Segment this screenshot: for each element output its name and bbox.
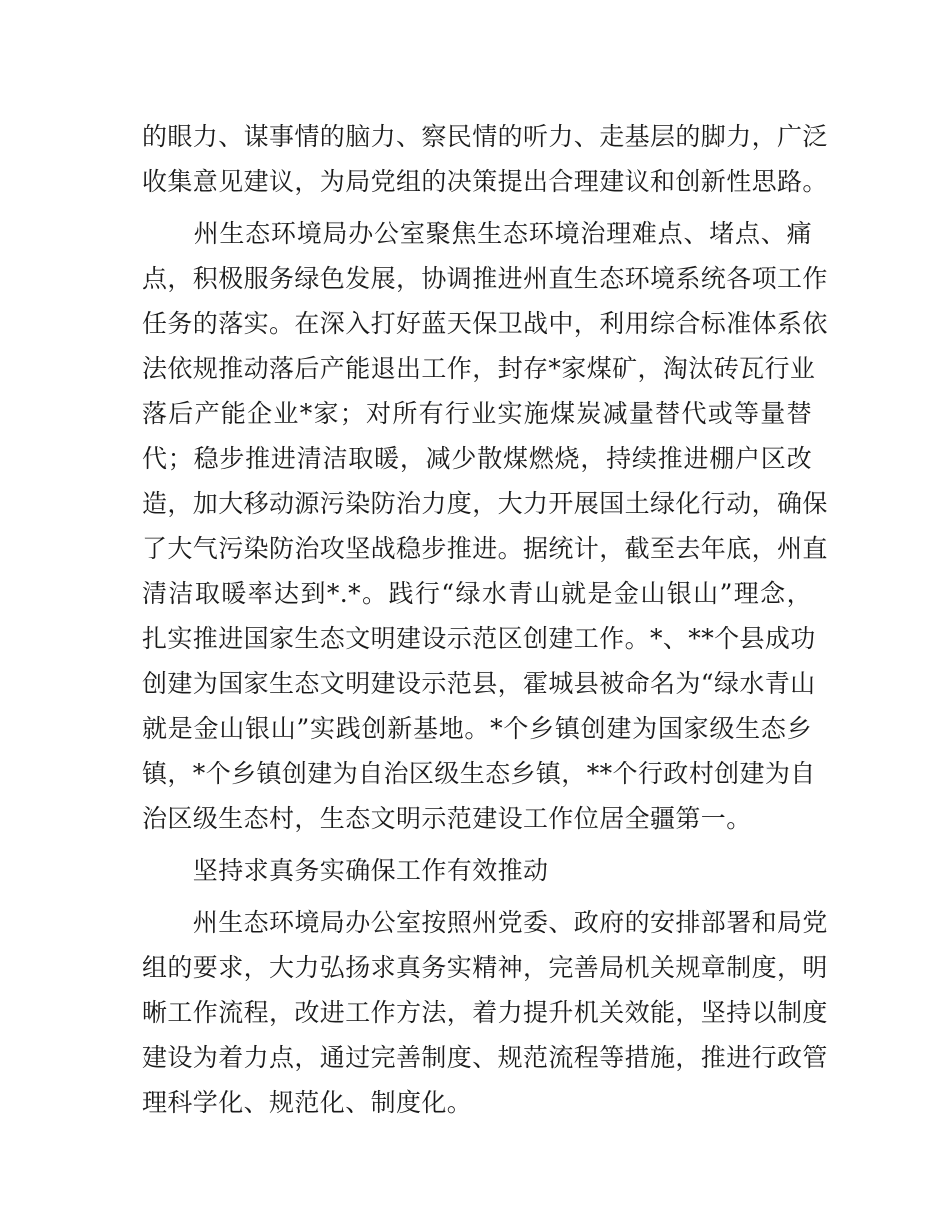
paragraph-gap <box>142 841 812 848</box>
text-line: 了大气污染防治攻坚战稳步推进。据统计，截至去年底，州直 <box>142 534 828 563</box>
paragraph-continuation <box>142 114 828 204</box>
document-body <box>142 114 828 1125</box>
text-line: 代；稳步推进清洁取暖，减少散煤燃烧，持续推进棚户区改 <box>142 444 812 473</box>
text-line: 州生态环境局办公室按照州党委、政府的安排部署和局党 <box>142 908 828 937</box>
text-line: 建设为着力点，通过完善制度、规范流程等措施，推进行政管 <box>142 1043 828 1072</box>
text-line: 理科学化、规范化、制度化。 <box>142 1088 473 1117</box>
text-line: 创建为国家生态文明建设示范县，霍城县被命名为“绿水青山 <box>142 669 816 698</box>
text-line: 扎实推进国家生态文明建设示范区创建工作。*、**个县成功 <box>142 624 816 653</box>
section-heading <box>142 848 812 893</box>
heading-line: 坚持求真务实确保工作有效推动 <box>142 856 549 885</box>
paragraph-ecology-work <box>142 211 828 841</box>
text-line: 的眼力、谋事情的脑力、察民情的听力、走基层的脚力，广泛 <box>142 122 828 151</box>
text-line: 就是金山银山”实践创新基地。*个乡镇创建为国家级生态乡 <box>142 714 812 743</box>
paragraph-office-work <box>142 900 828 1125</box>
text-line: 法依规推动落后产能退出工作，封存*家煤矿，淘汰砖瓦行业 <box>142 354 816 383</box>
text-line: 清洁取暖率达到*.*。践行“绿水青山就是金山银山”理念， <box>142 579 812 608</box>
text-line: 晰工作流程，改进工作方法，着力提升机关效能，坚持以制度 <box>142 998 828 1027</box>
text-line: 任务的落实。在深入打好蓝天保卫战中，利用综合标准体系依 <box>142 309 828 338</box>
text-line: 镇，*个乡镇创建为自治区级生态乡镇，**个行政村创建为自 <box>142 759 816 788</box>
text-line: 造，加大移动源污染防治力度，大力开展国土绿化行动，确保 <box>142 489 828 518</box>
paragraph-gap <box>142 893 812 900</box>
text-line: 点，积极服务绿色发展，协调推进州直生态环境系统各项工作 <box>142 264 828 293</box>
text-line: 落后产能企业*家；对所有行业实施煤炭减量替代或等量替 <box>142 399 812 428</box>
text-line: 组的要求，大力弘扬求真务实精神，完善局机关规章制度，明 <box>142 953 828 982</box>
text-line: 治区级生态村，生态文明示范建设工作位居全疆第一。 <box>142 804 752 833</box>
text-line: 收集意见建议，为局党组的决策提出合理建议和创新性思路。 <box>142 167 828 196</box>
paragraph-gap <box>142 204 812 211</box>
text-line: 州生态环境局办公室聚焦生态环境治理难点、堵点、痛 <box>142 219 812 248</box>
